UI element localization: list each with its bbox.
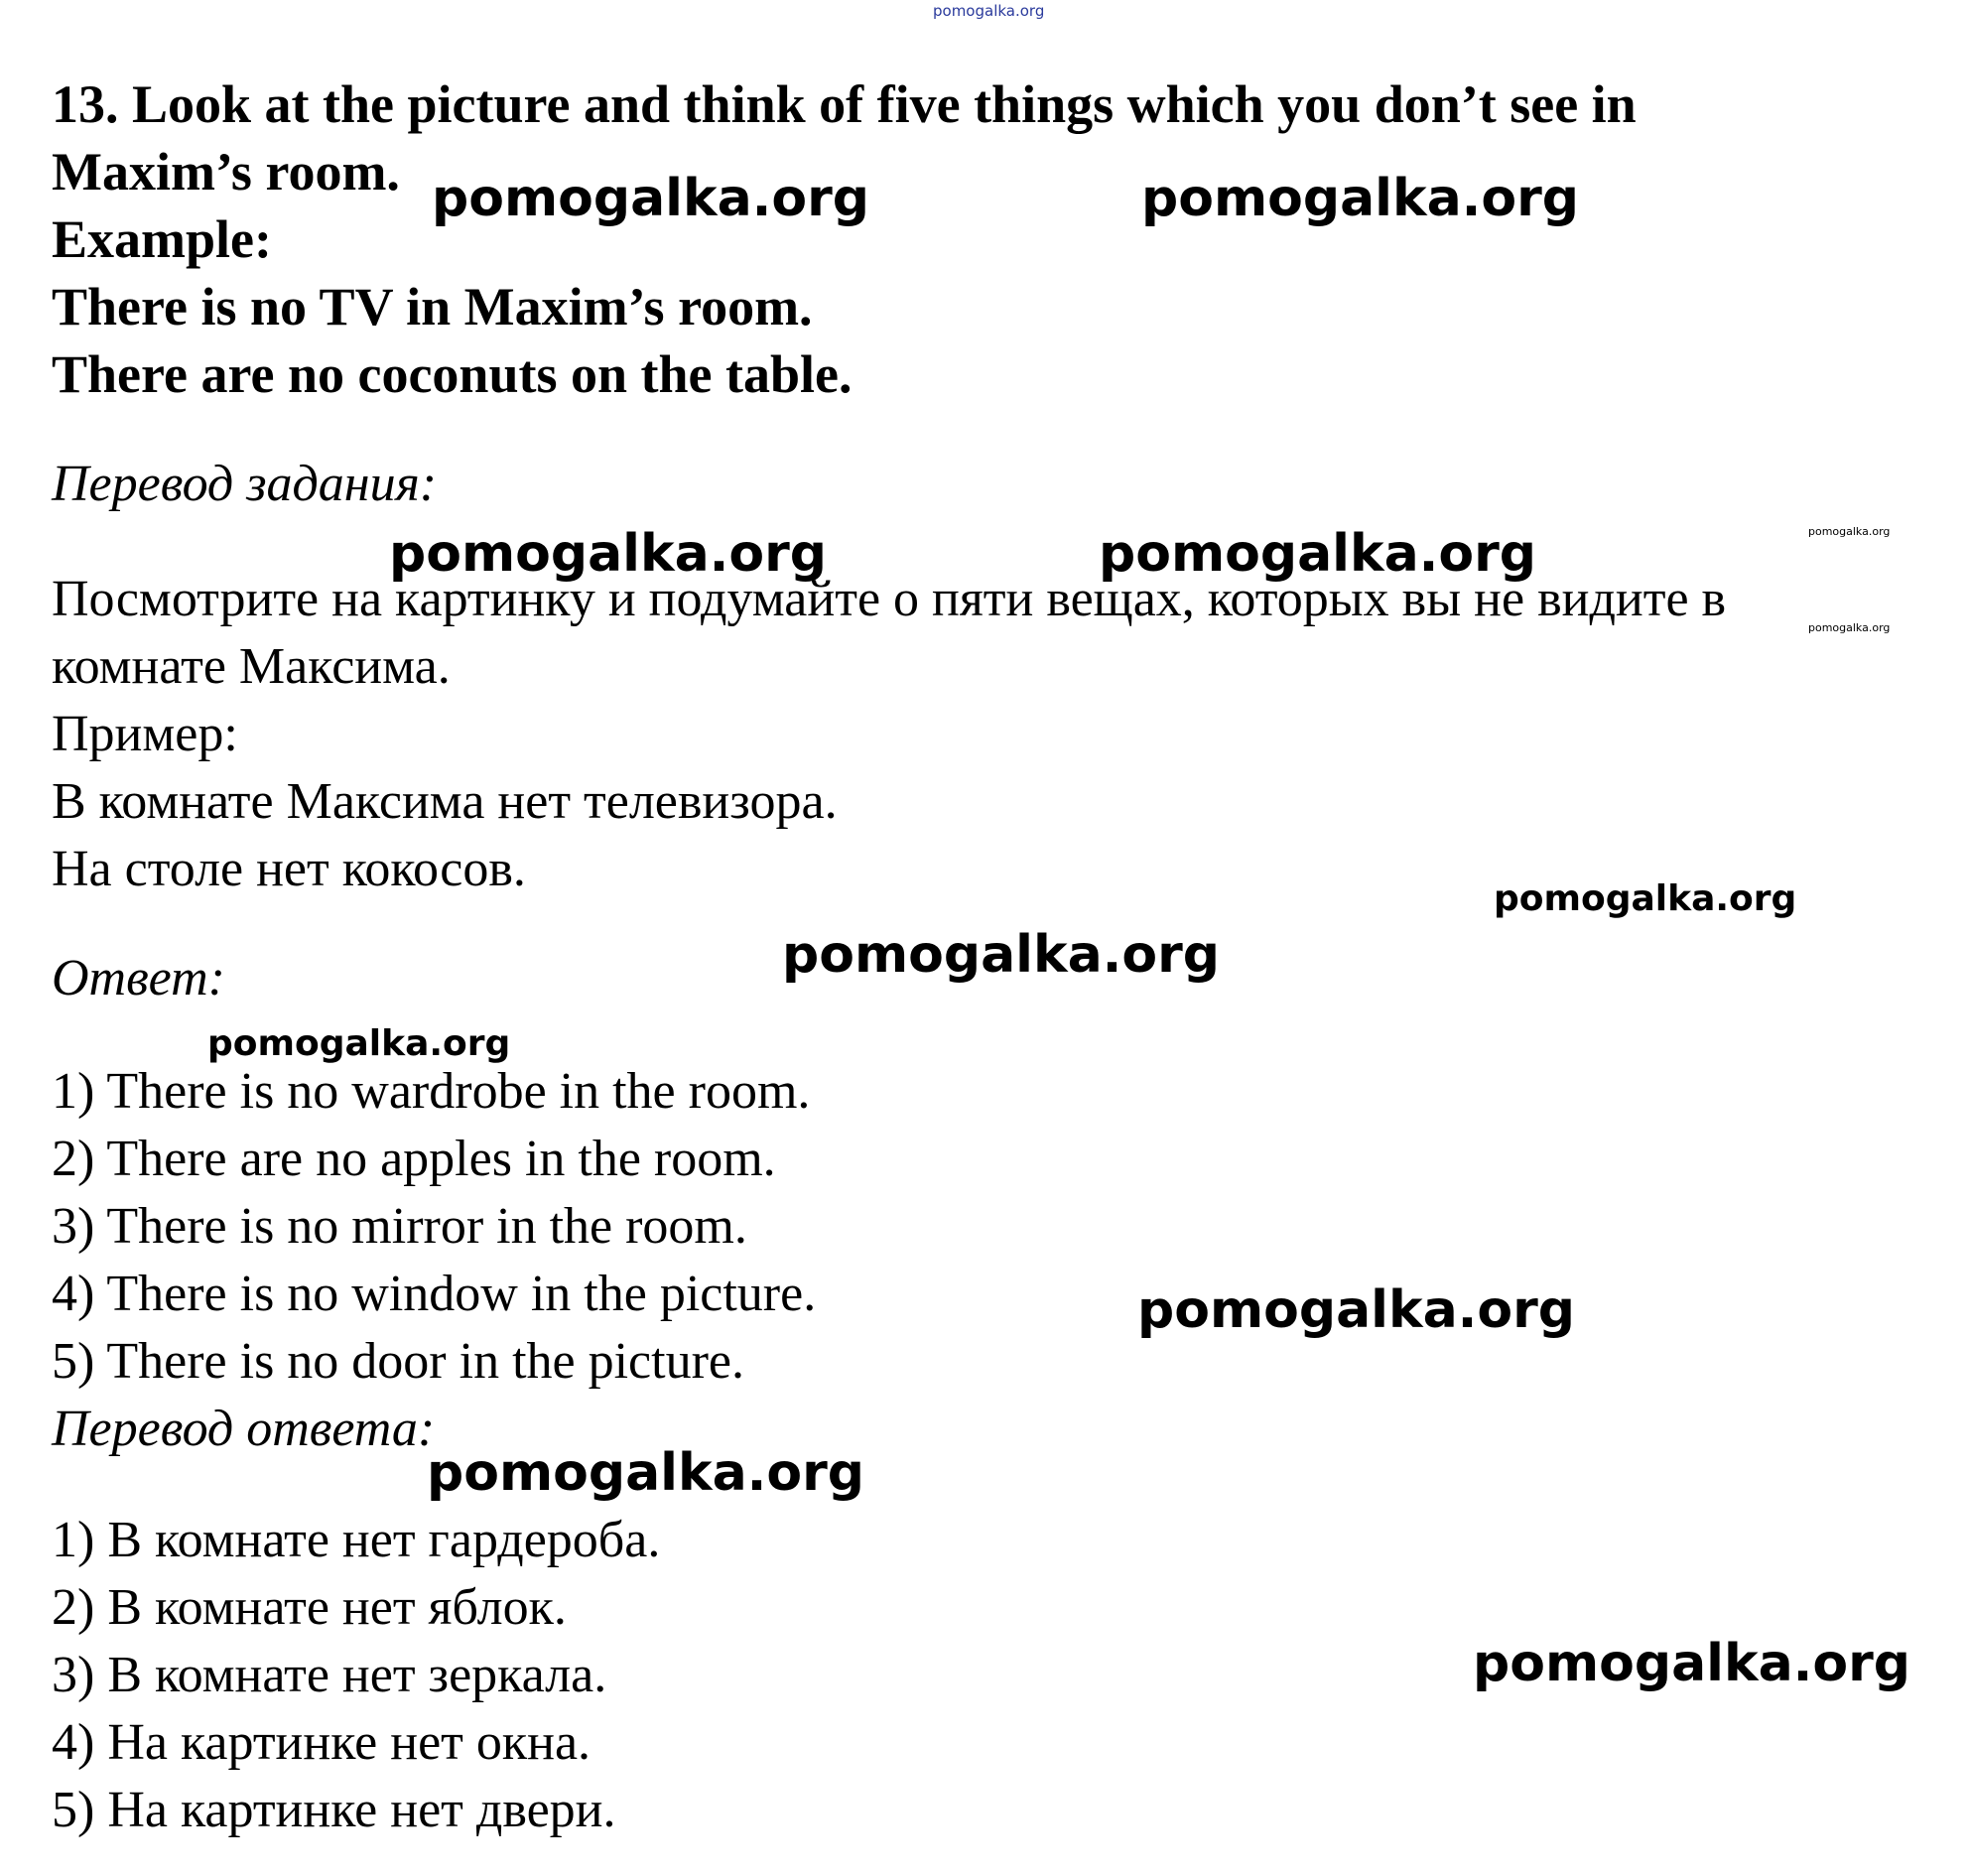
watermark: pomogalka.org (1099, 524, 1537, 584)
watermark-top: pomogalka.org (933, 2, 1045, 20)
answer-item-1: 1) There is no wardrobe in the room. (52, 1063, 811, 1120)
task-example-label: Example: (52, 209, 272, 269)
answer-item-3: 3) There is no mirror in the room. (52, 1198, 747, 1255)
translation-line-2: комнате Максима. (52, 638, 451, 695)
translation-example-1: В комнате Максима нет телевизора. (52, 773, 838, 830)
translation-example-label: Пример: (52, 706, 238, 762)
watermark: pomogalka.org (389, 524, 828, 584)
answer-heading: Ответ: (52, 950, 225, 1006)
answer-translation-item-3: 3) В комнате нет зеркала. (52, 1647, 607, 1703)
watermark: pomogalka.org (1141, 169, 1580, 228)
watermark: pomogalka.org (782, 925, 1221, 985)
answer-item-4: 4) There is no window in the picture. (52, 1266, 817, 1322)
task-title-line-1: 13. Look at the picture and think of five things which you don’t see in (52, 74, 1637, 134)
watermark-small: pomogalka.org (1808, 621, 1891, 634)
task-example-1: There is no TV in Maxim’s room. (52, 277, 813, 336)
watermark-small: pomogalka.org (1808, 525, 1891, 538)
answer-translation-item-2: 2) В комнате нет яблок. (52, 1579, 567, 1636)
answer-translation-item-1: 1) В комнате нет гардероба. (52, 1512, 661, 1568)
translation-heading: Перевод задания: (52, 456, 438, 512)
answer-translation-item-5: 5) На картинке нет двери. (52, 1782, 616, 1838)
translation-example-2: На столе нет кокосов. (52, 841, 526, 897)
answer-translation-item-4: 4) На картинке нет окна. (52, 1714, 591, 1771)
answer-translation-heading: Перевод ответа: (52, 1401, 436, 1457)
watermark: pomogalka.org (1137, 1280, 1576, 1340)
watermark: pomogalka.org (427, 1443, 865, 1503)
translation-line-1: Посмотрите на картинку и подумайте о пяти вещах, которых вы не видите в (52, 571, 1727, 627)
watermark: pomogalka.org (432, 169, 870, 228)
task-title-line-2: Maxim’s room. (52, 142, 400, 201)
watermark: pomogalka.org (207, 1023, 511, 1064)
watermark: pomogalka.org (1473, 1634, 1911, 1693)
answer-item-5: 5) There is no door in the picture. (52, 1333, 744, 1390)
task-example-2: There are no coconuts on the table. (52, 344, 853, 404)
watermark: pomogalka.org (1494, 878, 1797, 919)
answer-item-2: 2) There are no apples in the room. (52, 1131, 776, 1187)
